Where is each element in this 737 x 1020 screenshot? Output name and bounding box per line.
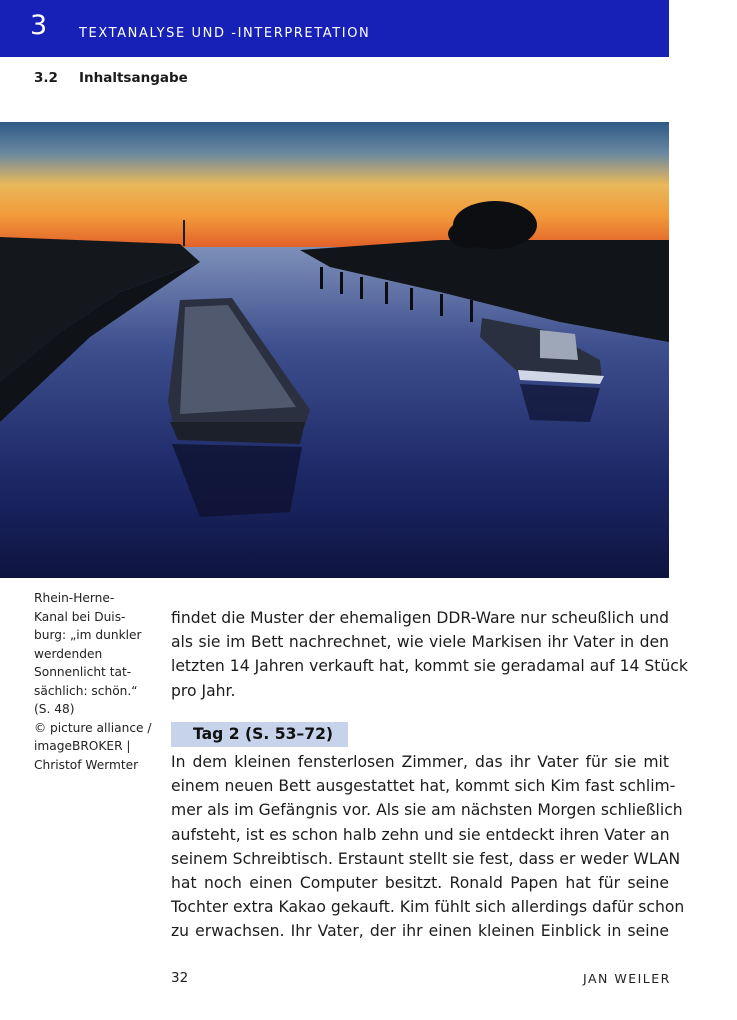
- caption-line: Kanal bei Duis-: [34, 609, 126, 624]
- paragraph-day-2: [171, 750, 685, 944]
- photo-caption: [34, 589, 152, 774]
- caption-line: Rhein-Herne-: [34, 591, 115, 605]
- text-line: seinem Schreibtisch. Erstaunt stellt sie fest, dass er weder WLAN: [171, 849, 681, 868]
- text-line: aufsteht, ist es schon halb zehn und sie entdeckt ihren Vater an: [171, 825, 670, 844]
- page-number: 32: [171, 970, 189, 986]
- text-line: einem neuen Bett ausgestattet hat, kommt sich Kim fast schlim-: [171, 777, 676, 796]
- text-line: hat noch einen Computer besitzt. Ronald Papen hat für seine: [171, 874, 669, 893]
- text-line: letzten 14 Jahren verkauft hat, kommt sie geradamal auf 14 Stück: [171, 657, 688, 676]
- section-heading: Tag 2 (S. 53–72): [193, 725, 334, 743]
- text-line: als sie im Bett nachrechnet, wie viele Markisen ihr Vater in den: [171, 633, 669, 652]
- text-line: findet die Muster der ehemaligen DDR-Ware nur scheußlich und: [171, 609, 669, 627]
- caption-line: Sonnenlicht tat-: [34, 665, 132, 679]
- caption-line: © picture alliance /: [34, 720, 152, 735]
- section-heading-box: [171, 722, 348, 747]
- text-line: Tochter extra Kakao gekauft. Kim fühlt sich allerdings dafür schon: [171, 898, 685, 917]
- caption-line: sächlich: schön.“: [34, 683, 138, 698]
- text-line: zu erwachsen. Ihr Vater, der ihr einen kleinen Einblick in seine: [171, 922, 669, 941]
- caption-line: imageBROKER |: [34, 739, 131, 753]
- section-number: 3.2: [34, 70, 58, 86]
- chapter-title: TEXTANALYSE UND -INTERPRETATION: [79, 26, 371, 41]
- paragraph-continued: [171, 606, 688, 703]
- section-title: Inhaltsangabe: [79, 70, 188, 86]
- text-line: In dem kleinen fensterlosen Zimmer, das ihr Vater für sie mit: [171, 753, 669, 771]
- author-name: JAN WEILER: [583, 971, 671, 986]
- chapter-header-bar: [0, 0, 669, 57]
- text-line: pro Jahr.: [171, 681, 236, 700]
- canal-photo: [0, 122, 669, 578]
- text-line: mer als im Gefängnis vor. Als sie am nächsten Morgen schließlich: [171, 801, 683, 820]
- caption-line: Christof Wermter: [34, 757, 139, 772]
- caption-line: werdenden: [34, 646, 103, 661]
- caption-line: burg: „im dunkler: [34, 628, 142, 642]
- chapter-number: 3: [30, 10, 48, 41]
- caption-line: (S. 48): [34, 702, 75, 716]
